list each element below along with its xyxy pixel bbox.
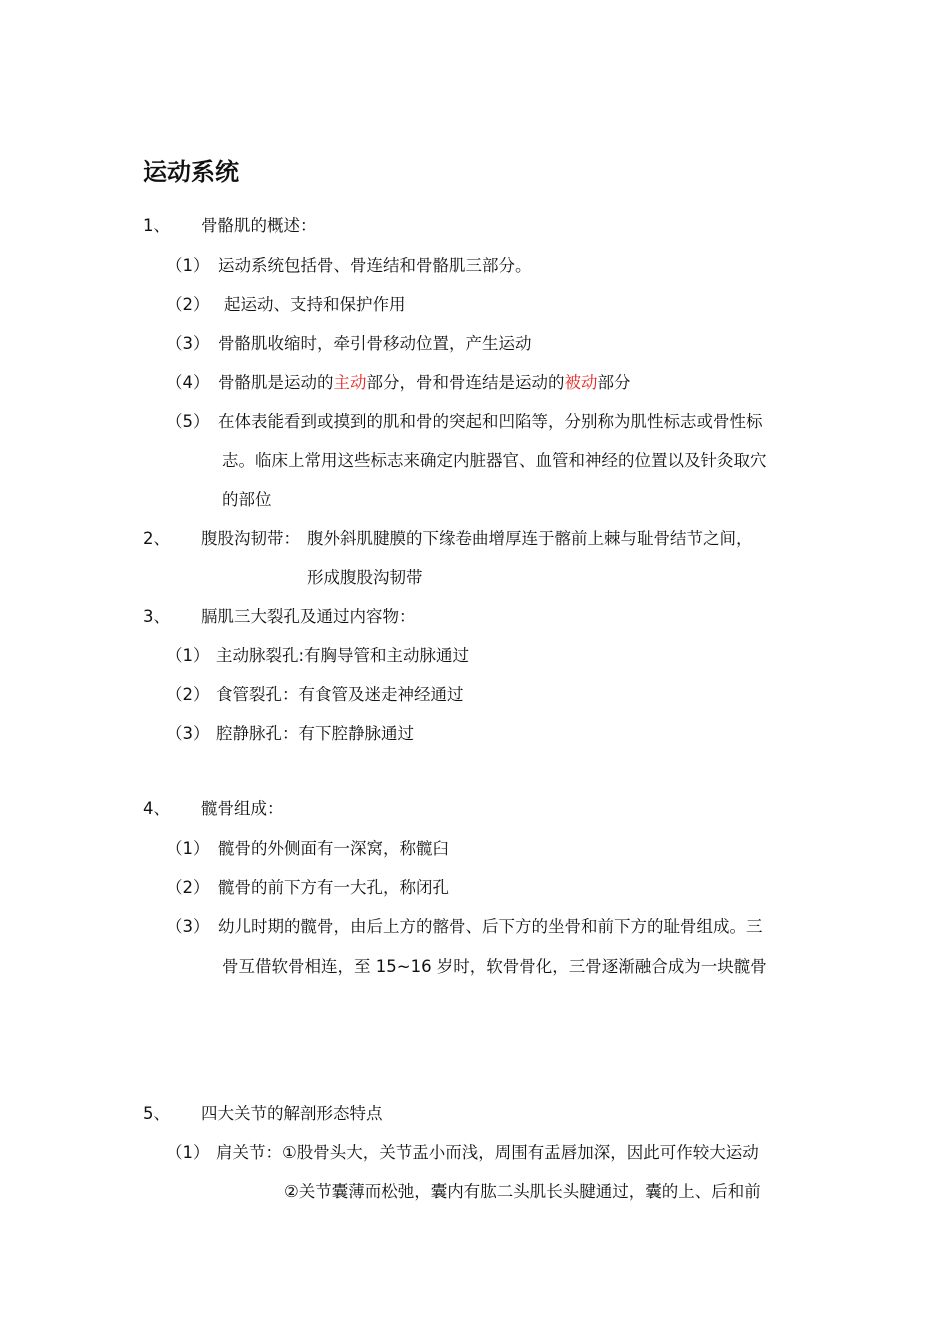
item-text-line: 的部位: [222, 490, 272, 509]
item-number: （4）: [166, 373, 210, 392]
section-number: 4、: [143, 799, 170, 818]
item-number: （2）: [166, 878, 210, 897]
highlight-passive: 被动: [564, 373, 598, 392]
item-text-line: 肩关节：①股骨头大，关节盂小而浅，周围有盂唇加深，因此可作较大运动: [216, 1143, 759, 1162]
item-number: （3）: [166, 917, 210, 936]
section-text-line: 腹外斜肌腱膜的下缘卷曲增厚连于髂前上棘与耻骨结节之间，: [307, 529, 753, 548]
section-title: 膈肌三大裂孔及通过内容物：: [201, 607, 416, 626]
item-text-line: 幼儿时期的髋骨，由后上方的髂骨、后下方的坐骨和前下方的耻骨组成。三: [218, 917, 763, 936]
section-text-line: 形成腹股沟韧带: [307, 568, 423, 587]
item-number: （2）: [166, 295, 210, 314]
section-title: 髋骨组成：: [201, 799, 284, 818]
item-number: （1）: [166, 1143, 210, 1162]
item-text: [218, 371, 631, 395]
highlight-active: 主动: [333, 373, 367, 392]
item-text: 髋骨的外侧面有一深窝，称髋臼: [218, 839, 449, 858]
item-text-line: ②关节囊薄而松弛，囊内有肱二头肌长头腱通过，囊的上、后和前: [284, 1182, 761, 1201]
section-number: 2、: [143, 529, 170, 548]
section-number: 3、: [143, 607, 170, 626]
item-text: 食管裂孔：有食管及迷走神经通过: [216, 685, 464, 704]
item-text: 主动脉裂孔:有胸导管和主动脉通过: [216, 646, 470, 665]
item-text: 髋骨的前下方有一大孔，称闭孔: [218, 878, 449, 897]
item-number: （1）: [166, 839, 210, 858]
item-number: （3）: [166, 334, 210, 353]
text-segment: 骨骼肌是运动的: [218, 373, 334, 392]
item-number: （2）: [166, 685, 210, 704]
text-segment: 部分: [597, 373, 631, 392]
item-number: （5）: [166, 412, 210, 431]
item-text-line: 志。临床上常用这些标志来确定内脏器官、血管和神经的位置以及针灸取穴: [222, 451, 767, 470]
section-number: 5、: [143, 1104, 170, 1123]
item-number: （1）: [166, 256, 210, 275]
item-text: 起运动、支持和保护作用: [224, 295, 406, 314]
item-text-line: 在体表能看到或摸到的肌和骨的突起和凹陷等，分别称为肌性标志或骨性标: [218, 412, 763, 431]
document-title: 运动系统: [143, 158, 239, 186]
item-text: 骨骼肌收缩时，牵引骨移动位置，产生运动: [218, 334, 532, 353]
item-text: 运动系统包括骨、骨连结和骨骼肌三部分。: [218, 256, 532, 275]
item-text-line: 骨互借软骨相连，至 15~16 岁时，软骨骨化，三骨逐渐融合成为一块髋骨: [222, 957, 767, 976]
text-segment: 部分，骨和骨连结是运动的: [366, 373, 565, 392]
section-title: 骨骼肌的概述：: [201, 216, 317, 235]
section-title: 腹股沟韧带：: [201, 529, 300, 548]
section-title: 四大关节的解剖形态特点: [201, 1104, 383, 1123]
item-number: （1）: [166, 646, 210, 665]
item-text: 腔静脉孔：有下腔静脉通过: [216, 724, 414, 743]
item-number: （3）: [166, 724, 210, 743]
section-number: 1、: [143, 216, 170, 235]
